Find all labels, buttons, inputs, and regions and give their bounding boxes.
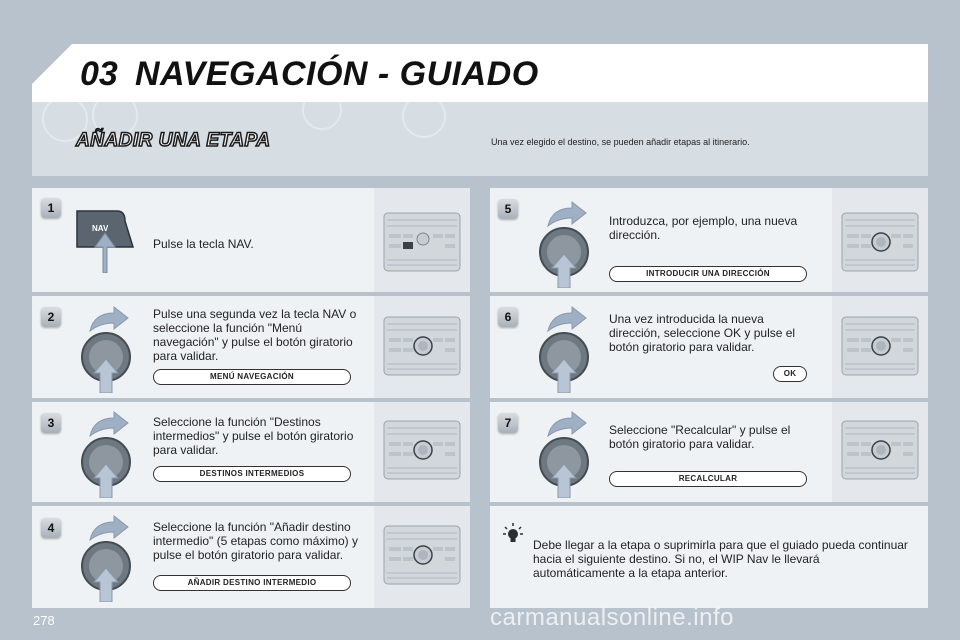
step-text-4: Seleccione la función "Añadir destino intermedio" (5 etapas como máximo) y pulse el botón giratorio para validar. — [153, 520, 359, 562]
step-text-2: Pulse una segunda vez la tecla NAV o seleccione la función "Menú navegación" y pulse el botón giratorio para validar. — [153, 307, 357, 363]
decorative-circle — [302, 90, 342, 130]
menu-label: AÑADIR DESTINO INTERMEDIO — [153, 575, 351, 591]
radio-device-icon — [841, 212, 919, 272]
menu-label: RECALCULAR — [609, 471, 807, 487]
step-text-1: Pulse la tecla NAV. — [153, 237, 254, 251]
page-title: NAVEGACIÓN - GUIADO — [135, 55, 539, 93]
rotary-knob-icon — [536, 410, 596, 498]
step-number-badge: 4 — [41, 518, 61, 538]
menu-label: DESTINOS INTERMEDIOS — [153, 466, 351, 482]
step-number-badge: 1 — [41, 198, 61, 218]
lightbulb-icon — [502, 522, 524, 544]
menu-label: MENÚ NAVEGACIÓN — [153, 369, 351, 385]
rotary-knob-icon — [536, 305, 596, 393]
step-text-6: Una vez introducida la nueva dirección, seleccione OK y pulse el botón giratorio para validar. — [609, 312, 796, 354]
step-number-badge: 2 — [41, 307, 61, 327]
nav-key-label: NAV — [92, 224, 109, 233]
step-text-3: Seleccione la función "Destinos intermedios" y pulse el botón giratorio para validar. — [153, 415, 354, 457]
intro-text: Una vez elegido el destino, se pueden añadir etapas al itinerario. — [491, 137, 750, 147]
section-title: AÑADIR UNA ETAPA — [76, 130, 271, 151]
menu-label: OK — [773, 366, 807, 382]
radio-device-icon — [841, 316, 919, 376]
nav-key-press-icon — [75, 207, 145, 273]
step-text-7: Seleccione "Recalcular" y pulse el botón giratorio para validar. — [609, 423, 791, 451]
rotary-knob-icon — [78, 305, 138, 393]
radio-device-icon — [841, 420, 919, 480]
rotary-knob-icon — [536, 200, 596, 288]
radio-device-icon — [383, 525, 461, 585]
radio-device-icon — [383, 420, 461, 480]
tip-text: Debe llegar a la etapa o suprimirla para que el guiado pueda continuar hacia el siguiente destino. Si no, el WIP Nav le llevará automáticamente a la etapa anterior. — [533, 538, 908, 580]
step-number-badge: 7 — [498, 413, 518, 433]
menu-label: INTRODUCIR UNA DIRECCIÓN — [609, 266, 807, 282]
step-number-badge: 5 — [498, 199, 518, 219]
rotary-knob-icon — [78, 514, 138, 602]
step-number-badge: 3 — [41, 413, 61, 433]
radio-device-icon — [383, 212, 461, 272]
decorative-circle — [402, 94, 446, 138]
chapter-number: 03 — [80, 55, 118, 93]
site-watermark: carmanualsonline.info — [490, 604, 734, 631]
rotary-knob-icon — [78, 410, 138, 498]
step-number-badge: 6 — [498, 307, 518, 327]
step-text-5: Introduzca, por ejemplo, una nueva dirección. — [609, 214, 798, 242]
page-number: 278 — [33, 613, 55, 628]
radio-device-icon — [383, 316, 461, 376]
